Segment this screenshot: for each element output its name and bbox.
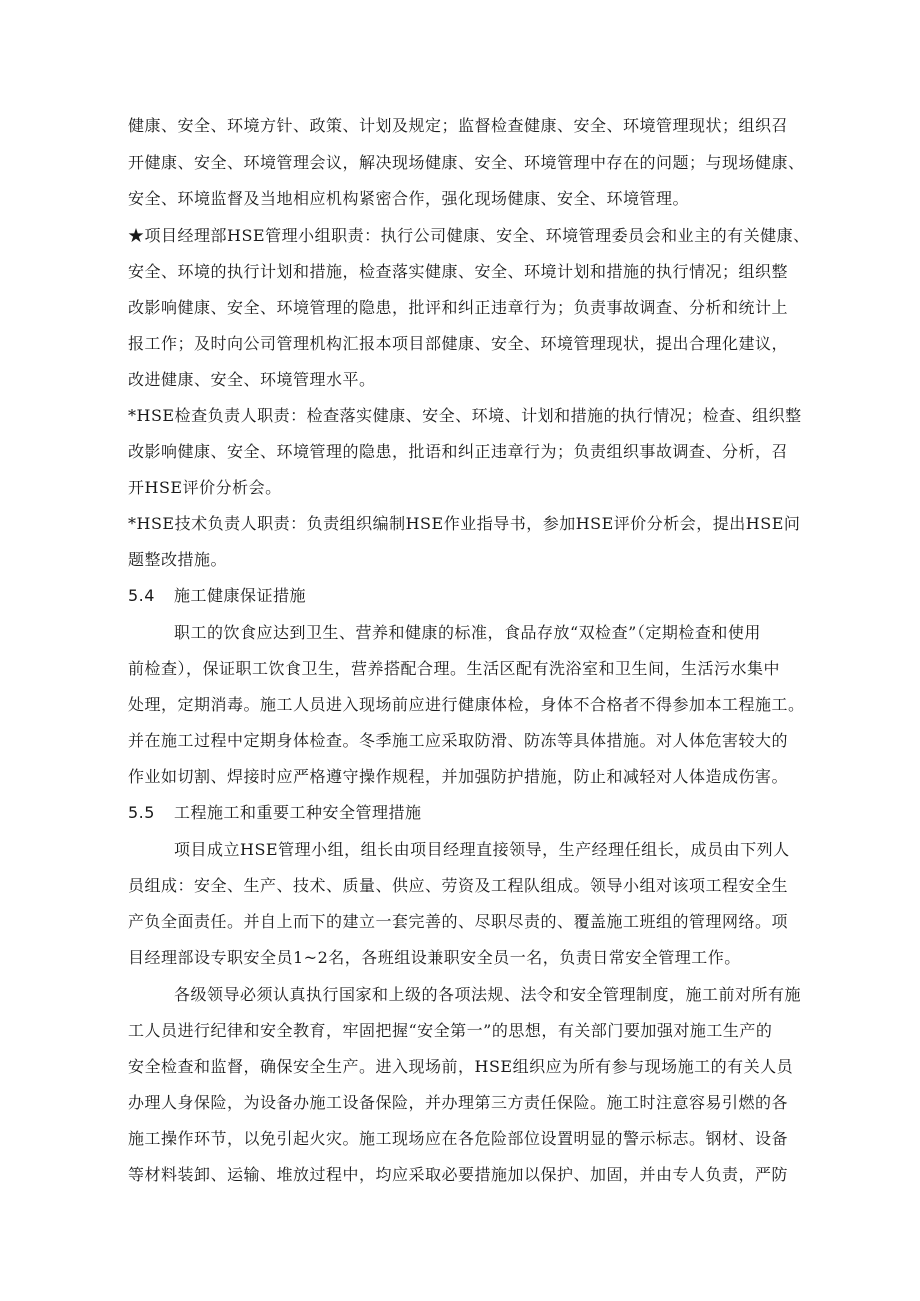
text-line: 前检查），保证职工饮食卫生，营养搭配合理。生活区配有洗浴室和卫生间，生活污水集中 xyxy=(128,659,781,678)
text-line: 处理，定期消毒。施工人员进入现场前应进行健康体检，身体不合格者不得参加本工程施工。 xyxy=(128,695,805,714)
text-line: 改进健康、安全、环境管理水平。 xyxy=(128,370,376,389)
section-title: 施工健康保证措施 xyxy=(174,586,307,605)
text-line: 报工作；及时向公司管理机构汇报本项目部健康、安全、环境管理现状，提出合理化建议， xyxy=(128,334,789,353)
text-line: 办理人身保险，为设备办施工设备保险，并办理第三方责任保险。施工时注意容易引燃的各 xyxy=(128,1093,789,1112)
text-line: *HSE技术负责人职责：负责组织编制HSE作业指导书，参加HSE评价分析会，提出HSE问 xyxy=(128,514,801,533)
text-line: 工人员进行纪律和安全教育，牢固把握“安全第一”的思想，有关部门要加强对施工生产的 xyxy=(128,1021,773,1040)
text-line: 改影响健康、安全、环境管理的隐患，批评和纠正违章行为；负责事故调查、分析和统计上 xyxy=(128,298,789,317)
section-title: 工程施工和重要工种安全管理措施 xyxy=(174,803,422,822)
text-line: 开健康、安全、环境管理会议，解决现场健康、安全、环境管理中存在的问题；与现场健康、 xyxy=(128,153,805,172)
text-line: 开HSE评价分析会。 xyxy=(128,478,282,497)
text-line: 目经理部设专职安全员1~2名，各班组设兼职安全员一名，负责日常安全管理工作。 xyxy=(128,948,741,967)
text-line: 题整改措施。 xyxy=(128,550,228,569)
text-line: 安全检查和监督，确保安全生产。进入现场前，HSE组织应为所有参与现场施工的有关人员 xyxy=(128,1057,794,1076)
text-line: 并在施工过程中定期身体检查。冬季施工应采取防滑、防冻等具体措施。对人体危害较大的 xyxy=(128,731,789,750)
text-line: 各级领导必须认真执行国家和上级的各项法规、法令和安全管理制度，施工前对所有施 xyxy=(174,985,802,1004)
text-line: 等材料装卸、运输、堆放过程中，均应采取必要措施加以保护、加固，并由专人负责，严防 xyxy=(128,1165,789,1184)
text-line: 安全、环境的执行计划和措施，检查落实健康、安全、环境计划和措施的执行情况；组织整 xyxy=(128,262,789,281)
text-line: 职工的饮食应达到卫生、营养和健康的标准，食品存放“双检查”（定期检查和使用 xyxy=(174,623,761,642)
text-line: 施工操作环节，以免引起火灾。施工现场应在各危险部位设置明显的警示标志。钢材、设备 xyxy=(128,1129,789,1148)
text-line: 安全、环境监督及当地相应机构紧密合作，强化现场健康、安全、环境管理。 xyxy=(128,189,690,208)
text-line: 健康、安全、环境方针、政策、计划及规定；监督检查健康、安全、环境管理现状；组织召 xyxy=(128,116,789,135)
section-number: 5.5 xyxy=(128,803,155,822)
section-heading-5-4 xyxy=(128,585,306,607)
text-line: 作业如切割、焊接时应严格遵守操作规程，并加强防护措施，防止和减轻对人体造成伤害。 xyxy=(128,767,789,786)
section-heading-5-5 xyxy=(128,802,422,824)
text-line: 项目成立HSE管理小组，组长由项目经理直接领导，生产经理任组长，成员由下列人 xyxy=(174,840,790,859)
text-line: 员组成：安全、生产、技术、质量、供应、劳资及工程队组成。领导小组对该项工程安全生 xyxy=(128,876,789,895)
section-number: 5.4 xyxy=(128,586,155,605)
text-line: *HSE检查负责人职责：检查落实健康、安全、环境、计划和措施的执行情况；检查、组织整 xyxy=(128,406,802,425)
text-line: 产负全面责任。并自上而下的建立一套完善的、尽职尽责的、覆盖施工班组的管理网络。项 xyxy=(128,912,789,931)
text-line: 改影响健康、安全、环境管理的隐患，批语和纠正违章行为；负责组织事故调查、分析，召 xyxy=(128,442,789,461)
text-line: ★项目经理部HSE管理小组职责：执行公司健康、安全、环境管理委员会和业主的有关健康、 xyxy=(128,226,810,245)
